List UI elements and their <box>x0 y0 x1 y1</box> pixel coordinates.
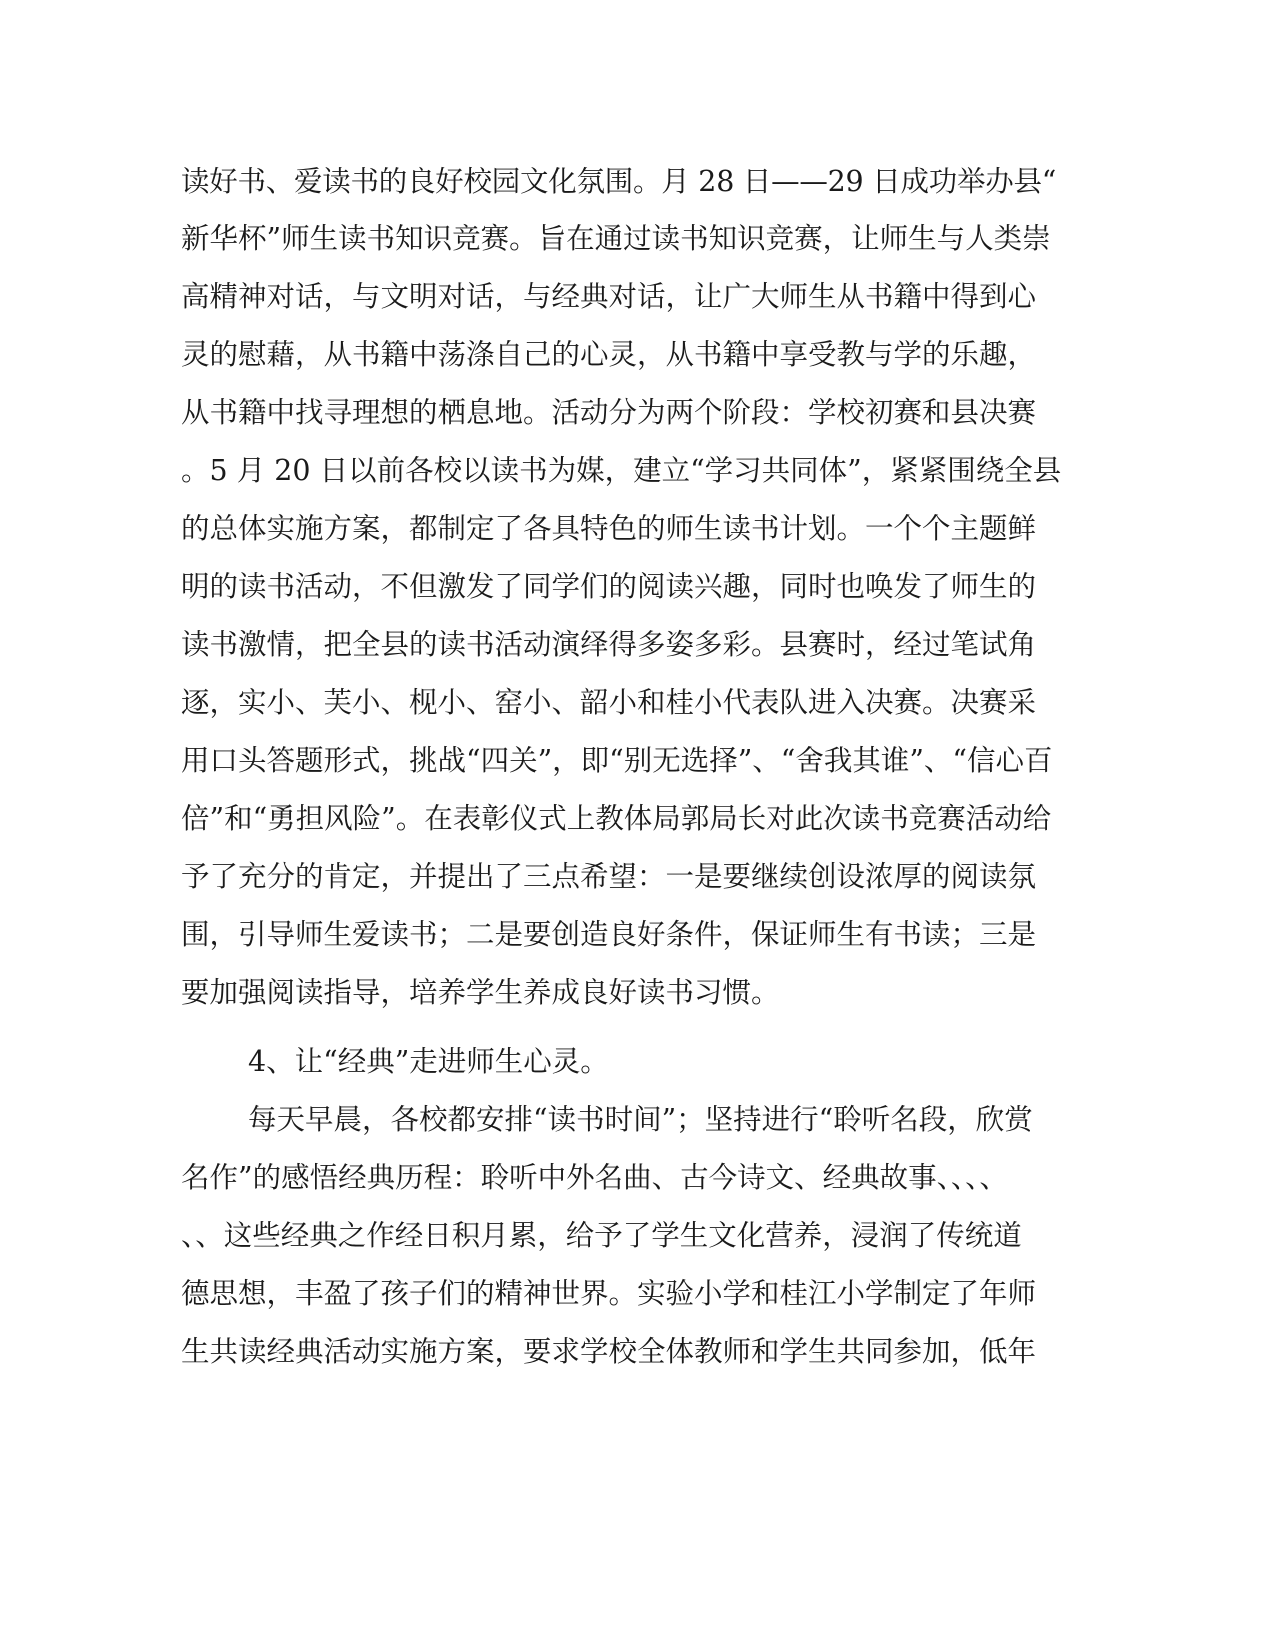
text-line: 围，引导师生爱读书；二是要创造良好条件，保证师生有书读；三是 <box>181 918 1037 951</box>
text-line: 予了充分的肯定，并提出了三点希望：一是要继续创设浓厚的阅读氛 <box>181 860 1037 893</box>
text-line: 、、这些经典之作经日积月累，给予了学生文化营养，浸润了传统道 <box>181 1219 1022 1252</box>
paragraph-first-line: 每天早晨，各校都安排“读书时间”；坚持进行“聆听名段，欣赏 <box>248 1103 1033 1136</box>
text-line: 灵的慰藉，从书籍中荡涤自己的心灵，从书籍中享受教与学的乐趣， <box>181 338 1037 371</box>
text-line: 读书激情，把全县的读书活动演绎得多姿多彩。县赛时，经过笔试角 <box>181 628 1037 661</box>
text-line: 明的读书活动，不但激发了同学们的阅读兴趣，同时也唤发了师生的 <box>181 570 1037 603</box>
text-line: 逐，实小、芙小、枧小、窑小、韶小和桂小代表队进入决赛。决赛采 <box>181 686 1037 719</box>
section-heading: 4、让“经典”走进师生心灵。 <box>248 1045 609 1078</box>
text-line: 名作”的感悟经典历程：聆听中外名曲、古今诗文、经典故事、、、、 <box>181 1161 1008 1194</box>
text-line: 读好书、爱读书的良好校园文化氛围。月 28 日——29 日成功举办县“ <box>181 165 1057 198</box>
text-line: 德思想，丰盈了孩子们的精神世界。实验小学和桂江小学制定了年师 <box>181 1277 1037 1310</box>
text-line: 高精神对话，与文明对话，与经典对话，让广大师生从书籍中得到心 <box>181 280 1037 313</box>
text-line: 。5 月 20 日以前各校以读书为媒，建立“学习共同体”，紧紧围绕全县 <box>181 454 1062 487</box>
text-line: 生共读经典活动实施方案，要求学校全体教师和学生共同参加，低年 <box>181 1335 1037 1368</box>
text-line: 要加强阅读指导，培养学生养成良好读书习惯。 <box>181 976 780 1009</box>
text-line: 从书籍中找寻理想的栖息地。活动分为两个阶段：学校初赛和县决赛 <box>181 396 1037 429</box>
text-line: 倍”和“勇担风险”。在表彰仪式上教体局郭局长对此次读书竞赛活动给 <box>181 802 1052 835</box>
text-line: 新华杯”师生读书知识竞赛。旨在通过读书知识竞赛，让师生与人类崇 <box>181 222 1051 255</box>
text-line: 用口头答题形式，挑战“四关”，即“别无选择”、“舍我其谁”、“信心百 <box>181 744 1053 777</box>
text-line: 的总体实施方案，都制定了各具特色的师生读书计划。一个个主题鲜 <box>181 512 1037 545</box>
